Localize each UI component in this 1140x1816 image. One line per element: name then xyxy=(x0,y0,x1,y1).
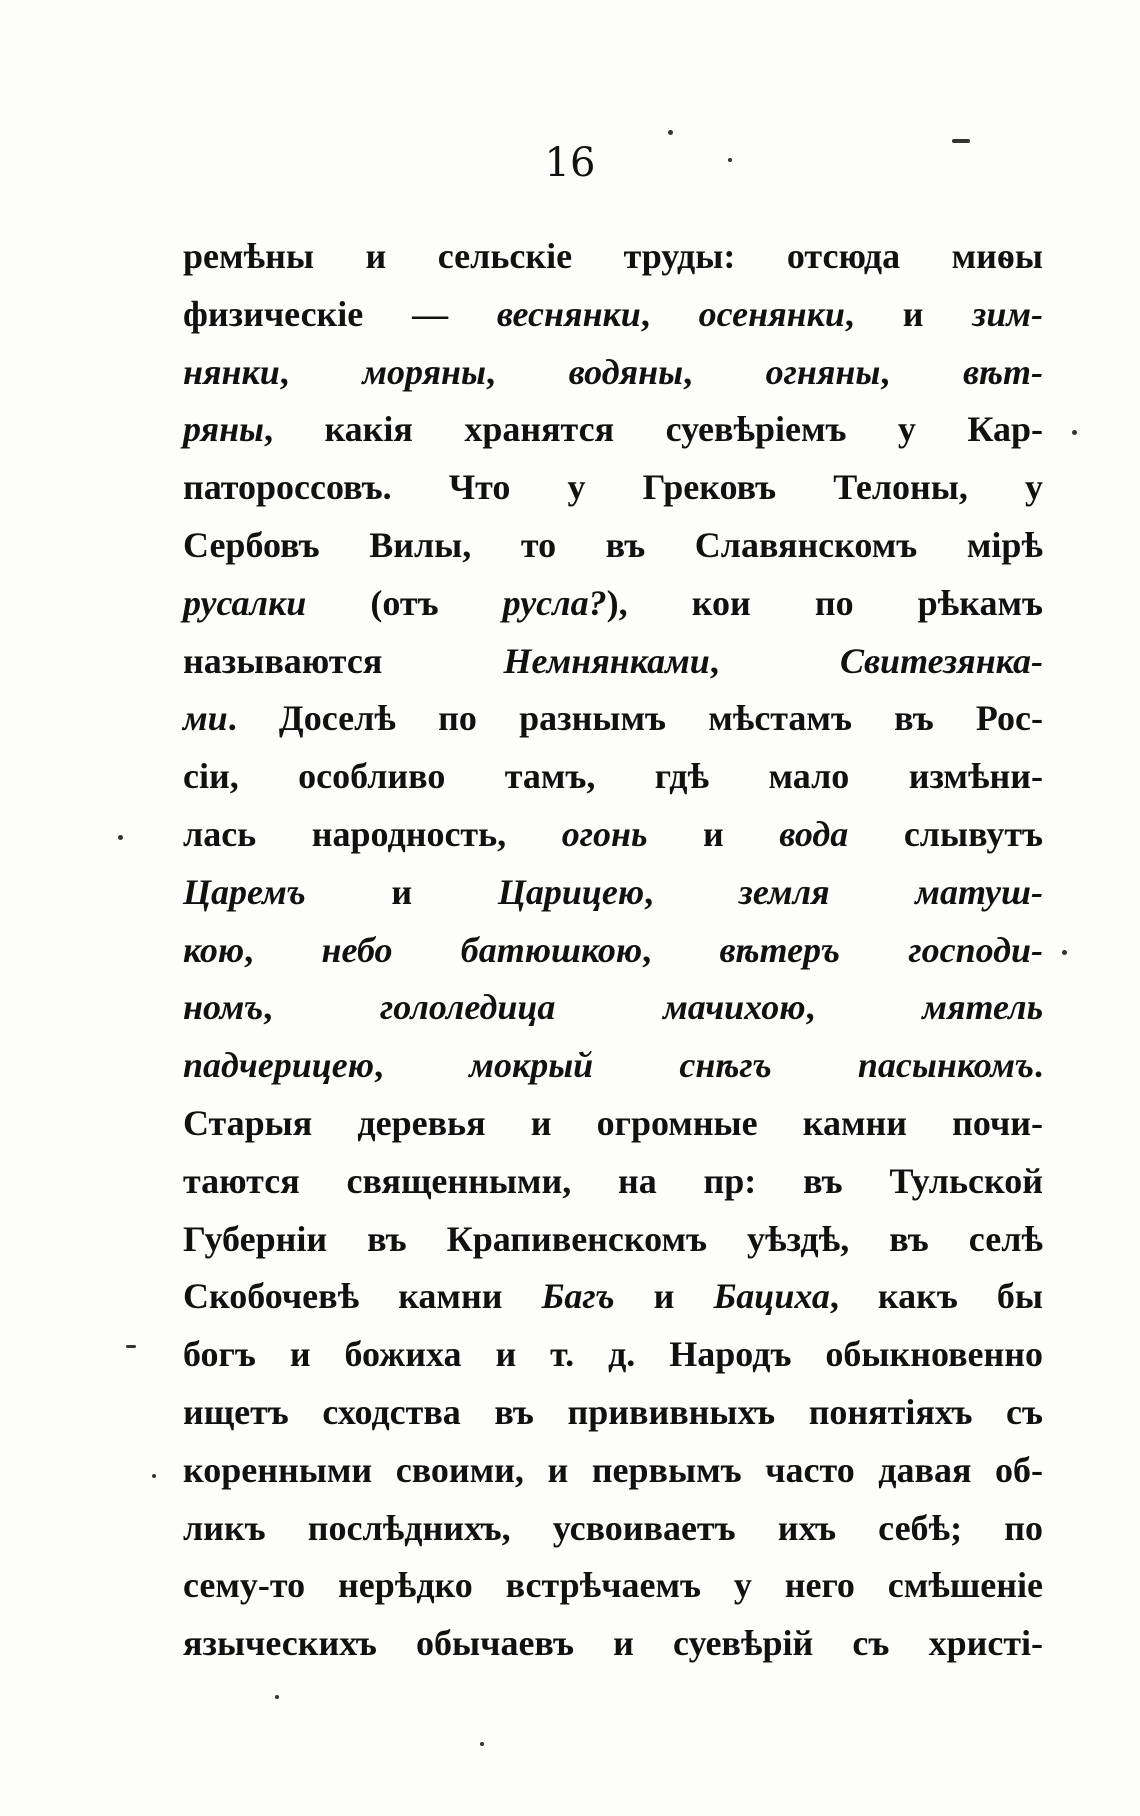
italic-text: вода xyxy=(779,813,849,854)
italic-text: вѣт- xyxy=(962,351,1044,392)
italic-text: осенянки xyxy=(698,293,845,334)
text-segment: коренными своими, и первымъ часто давая об- xyxy=(183,1449,1043,1490)
italic-text: вѣтеръ господи- xyxy=(719,929,1044,970)
text-line xyxy=(183,575,1043,633)
text-line xyxy=(183,748,1043,806)
text-line xyxy=(183,1326,1043,1384)
italic-text: огняны xyxy=(765,351,881,392)
print-speck xyxy=(1072,430,1077,435)
italic-text: моряны xyxy=(362,351,487,392)
text-segment: ), кои по рѣкамъ xyxy=(606,582,1043,623)
italic-text: Немнянками xyxy=(503,640,710,681)
text-segment: . xyxy=(1034,1045,1043,1086)
text-segment: и xyxy=(614,1276,714,1317)
italic-text: гололедица мачихою xyxy=(379,987,806,1028)
print-speck xyxy=(152,1474,156,1478)
italic-text: Свитезянка- xyxy=(839,640,1044,681)
text-segment: лась народность, xyxy=(183,813,562,854)
print-speck xyxy=(275,1695,279,1699)
text-segment: , какъ бы xyxy=(829,1276,1043,1317)
italic-text: русла? xyxy=(502,582,607,623)
text-line xyxy=(183,459,1043,517)
text-segment: ликъ послѣднихъ, усвоиваетъ ихъ себѣ; по xyxy=(183,1507,1043,1548)
print-speck xyxy=(126,1345,136,1348)
text-segment: , xyxy=(683,351,766,392)
text-segment: , и xyxy=(844,293,973,334)
italic-text: нянки xyxy=(183,351,280,392)
text-line xyxy=(183,286,1043,344)
italic-text: водяны xyxy=(568,351,684,392)
italic-text: огонь xyxy=(561,813,648,854)
italic-text: земля матуш- xyxy=(738,871,1043,912)
text-line xyxy=(183,633,1043,691)
italic-text: Бациха xyxy=(713,1276,830,1317)
text-line xyxy=(183,1384,1043,1442)
italic-text: веснянки xyxy=(496,293,641,334)
text-segment: (отъ xyxy=(306,582,503,623)
text-segment: Скобочевѣ камни xyxy=(183,1276,542,1317)
text-segment: . Доселѣ по разнымъ мѣстамъ въ Рос- xyxy=(227,698,1043,739)
print-speck xyxy=(728,158,732,162)
print-speck xyxy=(952,139,970,143)
text-line xyxy=(183,344,1043,402)
text-segment: богъ и божиха и т. д. Народъ обыкновенно xyxy=(183,1334,1043,1375)
print-speck xyxy=(1062,950,1067,955)
print-speck xyxy=(668,130,673,135)
text-segment: , xyxy=(244,929,322,970)
text-line xyxy=(183,1615,1043,1673)
text-segment: , xyxy=(880,351,963,392)
text-segment: , xyxy=(263,987,380,1028)
text-segment: , xyxy=(709,640,840,681)
text-segment: , xyxy=(486,351,569,392)
text-line xyxy=(183,1153,1043,1211)
text-line xyxy=(183,979,1043,1037)
text-line xyxy=(183,864,1043,922)
print-speck xyxy=(480,1742,484,1746)
italic-text: Царицею xyxy=(497,871,645,912)
text-segment: ищетъ сходства въ прививныхъ понятіяхъ съ xyxy=(183,1391,1043,1432)
text-line xyxy=(183,1442,1043,1500)
text-segment: таются священными, на пр: въ Тульской xyxy=(183,1160,1043,1201)
text-segment: Старыя деревья и огромные камни почи- xyxy=(183,1102,1043,1143)
page-number: 16 xyxy=(544,140,596,186)
text-segment: физическіе — xyxy=(183,293,497,334)
text-line xyxy=(183,1557,1043,1615)
italic-text: Царемъ xyxy=(183,871,306,912)
text-segment: , xyxy=(640,293,699,334)
italic-text: зим- xyxy=(972,293,1044,334)
text-segment: , xyxy=(279,351,363,392)
italic-text: падчерицею xyxy=(183,1045,375,1086)
italic-text: небо батюшкою xyxy=(321,929,643,970)
text-line xyxy=(183,228,1043,286)
italic-text: ми xyxy=(183,698,228,739)
text-segment: слывутъ xyxy=(848,813,1043,854)
text-line xyxy=(183,401,1043,459)
print-speck xyxy=(118,835,123,840)
text-segment: языческихъ обычаевъ и суевѣрій съ христі- xyxy=(183,1623,1043,1664)
text-line xyxy=(183,517,1043,575)
italic-text: ряны xyxy=(183,409,265,450)
text-segment: , xyxy=(805,987,923,1028)
text-segment: Сербовъ Вилы, то въ Славянскомъ мірѣ xyxy=(183,524,1043,565)
text-segment: , xyxy=(374,1045,470,1086)
text-line xyxy=(183,1268,1043,1326)
text-line xyxy=(183,922,1043,980)
text-segment: и xyxy=(647,813,780,854)
body-text xyxy=(183,228,1043,1673)
text-segment: патороссовъ. Что у Грековъ Телоны, у xyxy=(183,467,1043,508)
text-segment: Губерніи въ Крапивенскомъ уѣздѣ, въ селѣ xyxy=(183,1218,1043,1259)
italic-text: мокрый снѣгъ пасынкомъ xyxy=(469,1045,1034,1086)
text-segment: сему-то нерѣдко встрѣчаемъ у него смѣшеніе xyxy=(183,1565,1043,1606)
text-line xyxy=(183,1500,1043,1558)
italic-text: кою xyxy=(183,929,245,970)
italic-text: мятель xyxy=(922,987,1044,1028)
text-line xyxy=(183,1037,1043,1095)
text-segment: сіи, особливо тамъ, гдѣ мало измѣни- xyxy=(183,756,1043,797)
text-line xyxy=(183,806,1043,864)
italic-text: русалки xyxy=(183,582,307,623)
text-segment: называются xyxy=(183,640,504,681)
italic-text: Багъ xyxy=(541,1276,615,1317)
text-line xyxy=(183,690,1043,748)
text-segment: , какія хранятся суевѣріемъ у Кар- xyxy=(264,409,1043,450)
text-line xyxy=(183,1095,1043,1153)
text-segment: , xyxy=(644,871,739,912)
text-segment: и xyxy=(305,871,498,912)
text-line xyxy=(183,1211,1043,1269)
italic-text: номъ xyxy=(183,987,264,1028)
text-segment: , xyxy=(642,929,720,970)
text-segment: ремѣны и сельскіе труды: отсюда миѳы xyxy=(183,236,1043,276)
